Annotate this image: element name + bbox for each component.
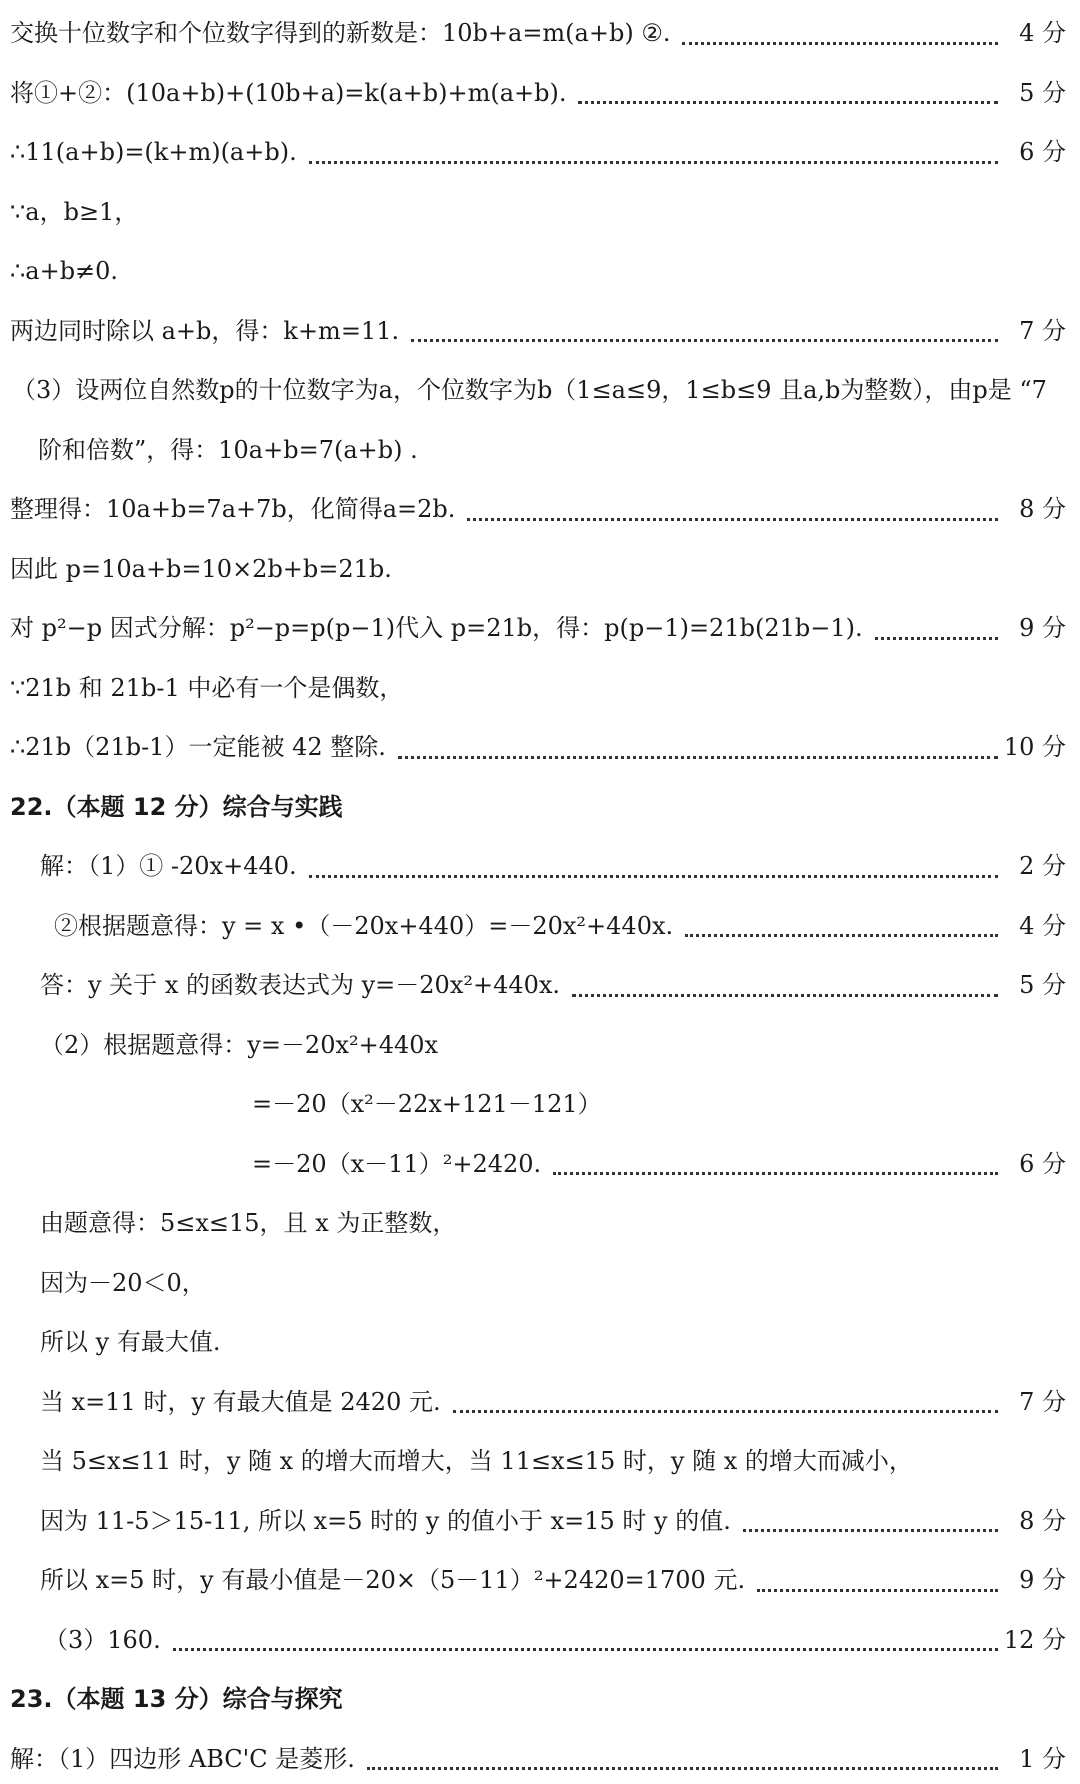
- answer-line: [0, 127, 1080, 177]
- answer-line: [0, 246, 1080, 296]
- answer-line: [0, 1734, 1080, 1784]
- score-mark: 2 分: [1019, 852, 1066, 880]
- answer-line: [0, 544, 1080, 594]
- line-text: （3）设两位自然数p的十位数字为a，个位数字为b（1≤a≤9，1≤b≤9 且a,b为整数），由p是 “7: [12, 376, 1047, 404]
- answer-line: [0, 663, 1080, 713]
- line-text: （2）根据题意得：y=－20x²+440x: [40, 1030, 439, 1059]
- answer-line: [0, 8, 1080, 58]
- answer-line: [0, 722, 1080, 772]
- line-text: 因为－20＜0，: [40, 1268, 206, 1297]
- line-text: =－20（x－11）²+2420.: [252, 1149, 542, 1178]
- line-text: 将①+②：(10a+b)+(10b+a)=k(a+b)+m(a+b).: [10, 78, 567, 107]
- score-mark: 6 分: [1019, 138, 1066, 166]
- score-mark: 7 分: [1019, 316, 1066, 345]
- dot-leader: [553, 1172, 998, 1175]
- line-text: 解：（1）四边形 ABC'C 是菱形.: [10, 1744, 355, 1773]
- dot-leader: [572, 994, 998, 997]
- line-text: 整理得：10a+b=7a+7b，化简得a=2b.: [10, 495, 456, 523]
- dot-leader: [309, 161, 998, 164]
- answer-line: [0, 1555, 1080, 1605]
- answer-line: [0, 603, 1080, 653]
- score-mark: 5 分: [1019, 971, 1066, 999]
- score-mark: 7 分: [1019, 1387, 1066, 1416]
- dot-leader: [743, 1529, 998, 1532]
- dot-leader: [875, 637, 998, 640]
- score-mark: 8 分: [1019, 495, 1066, 523]
- line-text: 两边同时除以 a+b，得：k+m=11.: [10, 316, 400, 345]
- dot-leader: [367, 1767, 998, 1770]
- line-text: ∴11(a+b)=(k+m)(a+b).: [10, 138, 297, 166]
- dot-leader: [309, 875, 998, 878]
- line-text: ∵21b 和 21b-1 中必有一个是偶数，: [10, 673, 404, 702]
- score-mark: 8 分: [1019, 1506, 1066, 1535]
- line-text: （3）160.: [44, 1625, 161, 1654]
- line-text: 22.（本题 12 分）综合与实践: [10, 792, 343, 821]
- answer-line: [0, 425, 1080, 475]
- answer-line: [0, 1317, 1080, 1367]
- dot-leader: [411, 339, 998, 342]
- score-mark: 10 分: [1003, 733, 1066, 761]
- score-mark: 12 分: [1003, 1625, 1066, 1654]
- line-text: 23.（本题 13 分）综合与探究: [10, 1685, 343, 1713]
- line-text: 因此 p=10a+b=10×2b+b=21b.: [10, 554, 392, 583]
- line-text: 所以 x=5 时，y 有最小值是－20×（5－11）²+2420=1700 元.: [40, 1566, 746, 1594]
- line-text: ∵a，b≥1，: [10, 197, 139, 226]
- answer-line: [0, 841, 1080, 891]
- line-text: 阶和倍数”，得：10a+b=7(a+b) .: [38, 435, 418, 464]
- answer-line: [0, 1139, 1080, 1189]
- line-text: 由题意得：5≤x≤15，且 x 为正整数，: [40, 1209, 457, 1237]
- answer-line: [0, 1258, 1080, 1308]
- line-text: ∴a+b≠0.: [10, 257, 119, 285]
- answer-line: [0, 960, 1080, 1010]
- line-text: 当 x=11 时，y 有最大值是 2420 元.: [40, 1387, 441, 1416]
- section-heading: [0, 782, 1080, 832]
- section-heading: [0, 1674, 1080, 1724]
- answer-line: [0, 1496, 1080, 1546]
- answer-line: [0, 1079, 1080, 1129]
- dot-leader: [682, 42, 998, 45]
- score-mark: 9 分: [1019, 1566, 1066, 1594]
- line-text: 解：（1）① -20x+440.: [40, 852, 297, 880]
- answer-line: [0, 1020, 1080, 1070]
- score-mark: 5 分: [1019, 78, 1066, 107]
- line-text: ∴21b（21b-1）一定能被 42 整除.: [10, 733, 386, 761]
- dot-leader: [467, 518, 998, 521]
- dot-leader: [685, 934, 998, 937]
- line-text: 当 5≤x≤11 时，y 随 x 的增大而增大，当 11≤x≤15 时，y 随 x 的增大而减小，: [40, 1447, 913, 1475]
- answer-line: [0, 1198, 1080, 1248]
- line-text: ②根据题意得：y = x •（－20x+440）=－20x²+440x.: [54, 911, 674, 940]
- dot-leader: [757, 1589, 998, 1592]
- dot-leader: [398, 756, 998, 759]
- answer-line: [0, 901, 1080, 951]
- line-text: 交换十位数字和个位数字得到的新数是：10b+a=m(a+b) ②.: [10, 19, 671, 47]
- line-text: 所以 y 有最大值.: [40, 1328, 221, 1356]
- score-mark: 1 分: [1019, 1744, 1066, 1773]
- answer-line: [0, 68, 1080, 118]
- dot-leader: [578, 101, 998, 104]
- answer-line: [0, 365, 1080, 415]
- score-mark: 4 分: [1019, 911, 1066, 940]
- answer-line: [0, 306, 1080, 356]
- line-text: 因为 11-5＞15-11, 所以 x=5 时的 y 的值小于 x=15 时 y 的值.: [40, 1506, 731, 1535]
- answer-line: [0, 1377, 1080, 1427]
- line-text: 答：y 关于 x 的函数表达式为 y=－20x²+440x.: [40, 971, 561, 999]
- answer-line: [0, 187, 1080, 237]
- line-text: 对 p²−p 因式分解：p²−p=p(p−1)代入 p=21b，得：p(p−1)=21b(21b−1).: [10, 614, 863, 642]
- score-mark: 9 分: [1019, 614, 1066, 642]
- dot-leader: [453, 1410, 998, 1413]
- answer-line: [0, 1615, 1080, 1665]
- score-mark: 6 分: [1019, 1149, 1066, 1178]
- answer-line: [0, 1436, 1080, 1486]
- answer-line: [0, 484, 1080, 534]
- dot-leader: [173, 1648, 998, 1651]
- line-text: =－20（x²－22x+121－121）: [252, 1090, 602, 1118]
- score-mark: 4 分: [1019, 19, 1066, 47]
